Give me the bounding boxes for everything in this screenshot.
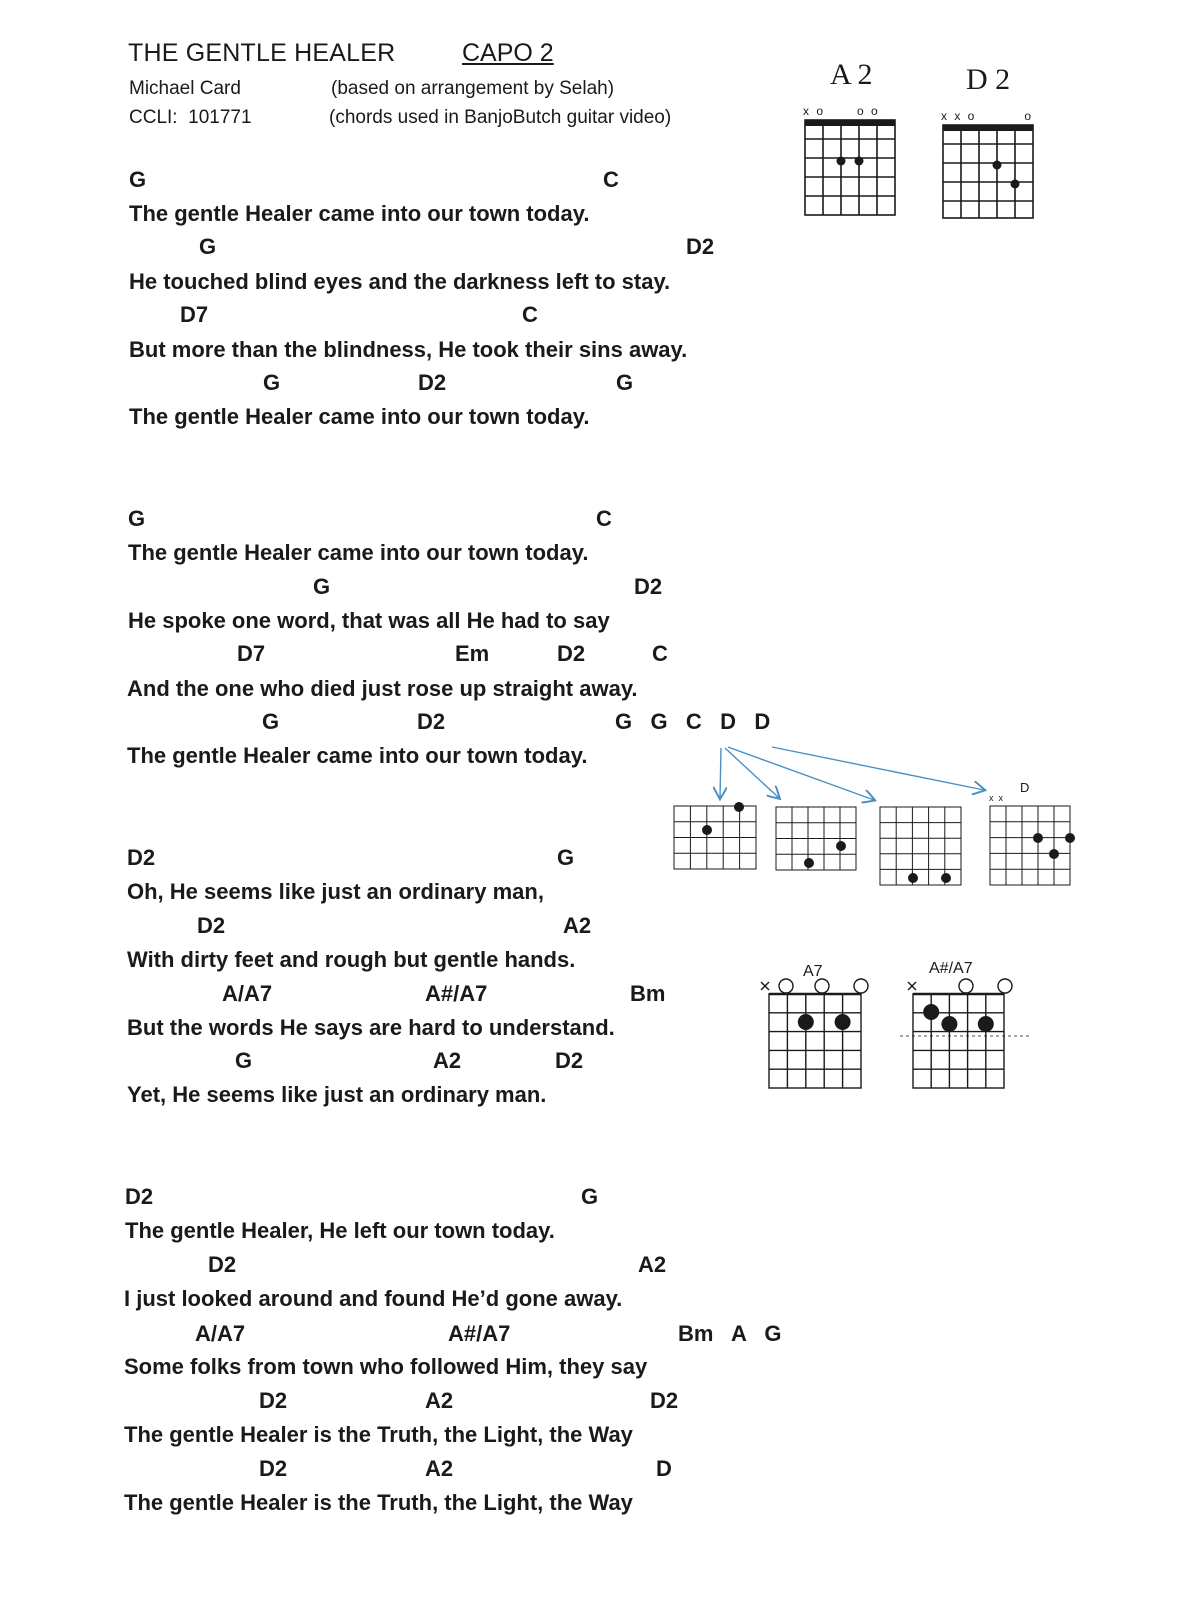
g-chord-dot-above [732,800,746,814]
chord: G [581,1184,599,1209]
lyric-line: Oh, He seems like just an ordinary man, [127,879,544,904]
chord: A/A7 [195,1321,246,1346]
d-string-marks: x x [989,793,1004,803]
asharp-a7-diagram-label: A#/A7 [929,960,973,977]
g-chord-diagram [674,806,759,874]
chord: C [596,506,612,531]
chord: D2 [686,234,715,259]
chord: D [656,1456,672,1481]
chord: G [262,709,280,734]
lyric-line: The gentle Healer came into our town today. [127,743,588,768]
video-note: (chords used in BanjoButch guitar video) [329,107,672,128]
lyric-line: I just looked around and found He’d gone away. [124,1286,623,1311]
chord: G [263,370,281,395]
d2-diagram-label: D 2 [966,63,1011,96]
chord: G [313,574,331,599]
chord: D2 [259,1388,288,1413]
lyric-line: With dirty feet and rough but gentle hands. [127,947,576,972]
chord: D2 [125,1184,154,1209]
lyric-line: And the one who died just rose up straight away. [127,676,638,701]
chord-sequence: Bm A G [678,1321,782,1346]
chord: D2 [259,1456,288,1481]
chord: D7 [180,302,209,327]
a2-string-marks: x o o o [803,104,880,118]
chord: C [522,302,538,327]
chord: D2 [634,574,663,599]
lyric-line: He touched blind eyes and the darkness left to stay. [129,269,671,294]
chord: D7 [237,641,266,666]
chord: G [557,845,575,870]
chord: A2 [433,1048,462,1073]
chord: G [616,370,634,395]
chord: D2 [555,1048,584,1073]
chord: D2 [417,709,446,734]
lyric-line: The gentle Healer came into our town today. [128,540,589,565]
asharp-a7-chord-diagram [900,978,1035,1098]
song-title: THE GENTLE HEALER [128,39,396,67]
g-chord-diagram-2 [776,807,861,875]
chord: G [235,1048,253,1073]
author: Michael Card [129,78,241,99]
capo-label: CAPO 2 [462,39,554,67]
chord-sequence: G G C D D [615,709,771,734]
chord: A2 [563,913,592,938]
d-chord-diagram [990,806,1075,886]
lyric-line: The gentle Healer is the Truth, the Light, the Way [124,1490,633,1515]
lyric-line: Some folks from town who followed Him, they say [124,1354,648,1379]
lyric-line: The gentle Healer came into our town today. [129,404,590,429]
chord: D2 [650,1388,679,1413]
chord: A2 [425,1388,454,1413]
chord: D2 [418,370,447,395]
chord: A2 [638,1252,667,1277]
chord: C [603,167,619,192]
ccli-number: CCLI: 101771 [129,107,252,128]
chord: A/A7 [222,981,273,1006]
chord: D2 [208,1252,237,1277]
a7-diagram-label: A7 [803,963,823,980]
lyric-line: Yet, He seems like just an ordinary man. [127,1082,547,1107]
d2-string-marks: x x o o [941,109,1034,123]
chord: G [129,167,147,192]
lyric-line: The gentle Healer, He left our town today. [125,1218,555,1243]
d-diagram-label: D [1020,780,1030,795]
lyric-line: The gentle Healer came into our town today. [129,201,590,226]
chord: A2 [425,1456,454,1481]
lyric-line: But more than the blindness, He took their sins away. [129,337,688,362]
chord: Em [455,641,490,666]
chord: G [199,234,217,259]
lyric-line: The gentle Healer is the Truth, the Light, the Way [124,1422,633,1447]
a2-diagram-label: A 2 [830,58,873,91]
lyric-line: But the words He says are hard to understand. [127,1015,615,1040]
chord: D2 [197,913,226,938]
lyric-line: He spoke one word, that was all He had to say [128,608,610,633]
c-chord-diagram [880,807,965,887]
a7-chord-diagram [758,978,878,1098]
chord: Bm [630,981,666,1006]
arrangement-note: (based on arrangement by Selah) [331,78,615,99]
chord: D2 [127,845,156,870]
chord: C [652,641,668,666]
chord: G [128,506,146,531]
chord: A#/A7 [425,981,488,1006]
chord: A#/A7 [448,1321,511,1346]
chord: D2 [557,641,586,666]
